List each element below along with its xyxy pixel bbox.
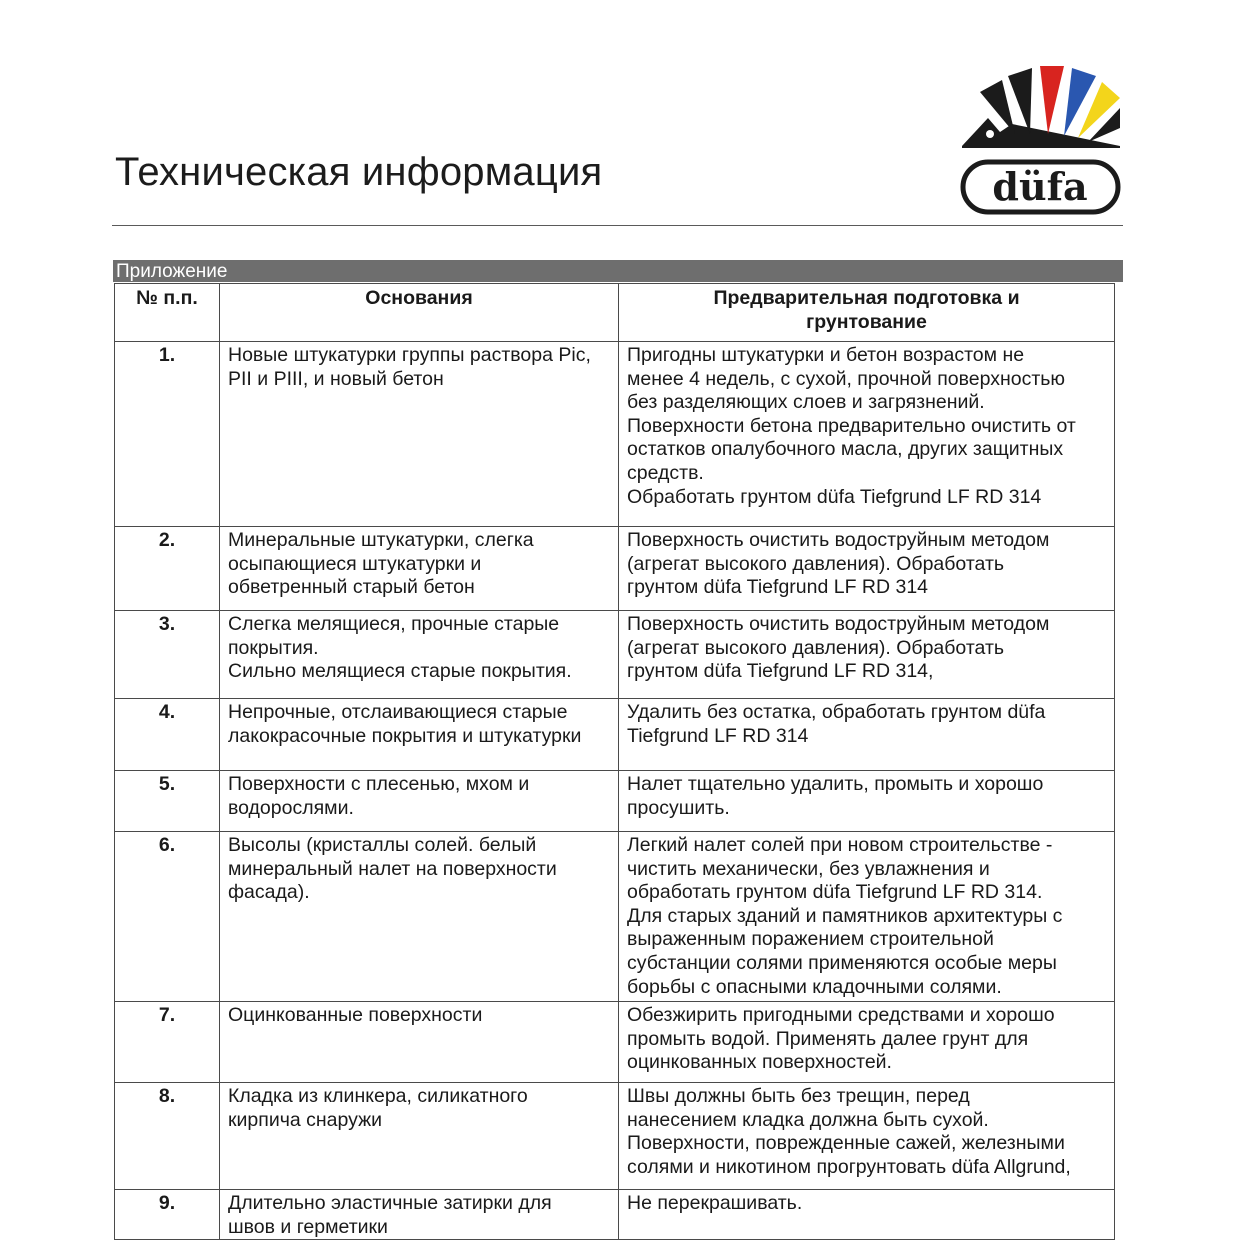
table-row	[115, 1083, 1115, 1190]
column-header-preparation: Предварительная подготовка и грунтование	[619, 284, 1115, 342]
row-number: 1.	[115, 342, 220, 527]
section-bar	[113, 260, 1123, 282]
row-number: 2.	[115, 527, 220, 611]
row-base: Слегка мелящиеся, прочные старые покрытия. Сильно мелящиеся старые покрытия.	[220, 611, 619, 699]
row-base: Оцинкованные поверхности	[220, 1002, 619, 1083]
row-preparation: Легкий налет солей при новом строительстве - чистить механически, без увлажнения и обработать грунтом düfa Tiefgrund LF RD 314. Для старых зданий и памятников архитектуры с выраженным поражением строительной субстанции солями применяются особые меры борьбы с опасными кладочными солями.	[619, 832, 1115, 1002]
logo-eye	[986, 130, 994, 138]
table-row	[115, 1002, 1115, 1083]
row-preparation: Удалить без остатка, обработать грунтом düfa Tiefgrund LF RD 314	[619, 699, 1115, 771]
row-preparation: Швы должны быть без трещин, перед нанесением кладка должна быть сухой. Поверхности, поврежденные сажей, железными солями и никотином прогрунтовать düfa Allgrund,	[619, 1083, 1115, 1190]
row-number: 5.	[115, 771, 220, 832]
header-divider	[112, 225, 1123, 226]
row-preparation: Поверхность очистить водоструйным методом (агрегат высокого давления). Обработать грунтом düfa Tiefgrund LF RD 314,	[619, 611, 1115, 699]
logo-wordmark: düfa	[992, 164, 1088, 209]
row-base: Минеральные штукатурки, слегка осыпающиеся штукатурки и обветренный старый бетон	[220, 527, 619, 611]
table-row	[115, 832, 1115, 1002]
row-number: 4.	[115, 699, 220, 771]
row-base: Поверхности с плесенью, мхом и водорослями.	[220, 771, 619, 832]
table-row	[115, 771, 1115, 832]
column-header-number: № п.п.	[115, 284, 220, 342]
table-row	[115, 342, 1115, 527]
row-base: Новые штукатурки группы раствора Pic, PII и PIII, и новый бетон	[220, 342, 619, 527]
table-row	[115, 611, 1115, 699]
preparation-table	[114, 283, 1115, 1240]
row-base: Длительно эластичные затирки для швов и герметики	[220, 1190, 619, 1240]
table-row	[115, 1190, 1115, 1240]
row-preparation: Пригодны штукатурки и бетон возрастом не менее 4 недель, с сухой, прочной поверхностью без разделяющих слоев и загрязнений. Поверхности бетона предварительно очистить от остатков опалубочного масла, других защитных средств. Обработать грунтом düfa Tiefgrund LF RD 314	[619, 342, 1115, 527]
row-number: 6.	[115, 832, 220, 1002]
row-base: Кладка из клинкера, силикатного кирпича снаружи	[220, 1083, 619, 1190]
table-row	[115, 527, 1115, 611]
logo-blade-red	[1040, 66, 1064, 134]
row-number: 3.	[115, 611, 220, 699]
logo-blade-blue	[1064, 68, 1096, 136]
table-header-row	[115, 284, 1115, 342]
section-label: Приложение	[116, 261, 228, 282]
row-preparation: Обезжирить пригодными средствами и хорошо промыть водой. Применять далее грунт для оцинкованных поверхностей.	[619, 1002, 1115, 1083]
row-preparation: Поверхность очистить водоструйным методом (агрегат высокого давления). Обработать грунтом düfa Tiefgrund LF RD 314	[619, 527, 1115, 611]
row-preparation: Не перекрашивать.	[619, 1190, 1115, 1240]
row-number: 7.	[115, 1002, 220, 1083]
column-header-base: Основания	[220, 284, 619, 342]
row-number: 9.	[115, 1190, 220, 1240]
row-preparation: Налет тщательно удалить, промыть и хорошо просушить.	[619, 771, 1115, 832]
page-title: Техническая информация	[115, 150, 603, 194]
table-row	[115, 699, 1115, 771]
logo-black-base	[962, 118, 1120, 148]
dufa-logo	[960, 62, 1122, 218]
row-number: 8.	[115, 1083, 220, 1190]
row-base: Высолы (кристаллы солей. белый минеральный налет на поверхности фасада).	[220, 832, 619, 1002]
row-base: Непрочные, отслаивающиеся старые лакокрасочные покрытия и штукатурки	[220, 699, 619, 771]
